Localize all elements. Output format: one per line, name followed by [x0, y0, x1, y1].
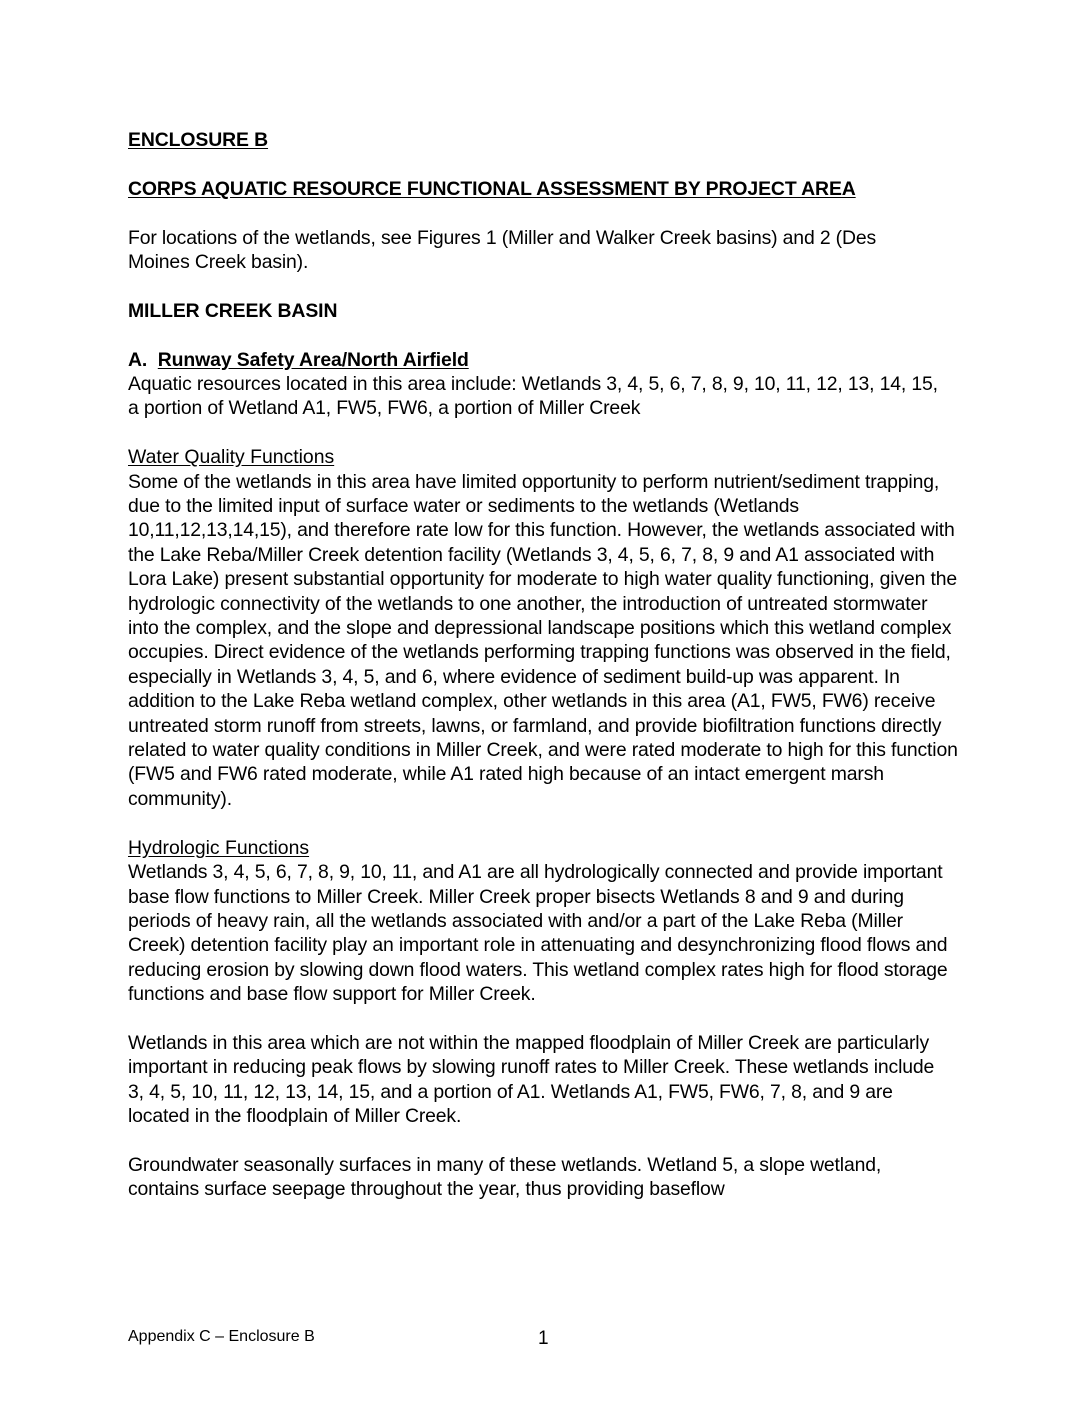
page-number: 1	[538, 1328, 549, 1349]
section-title: Runway Safety Area/North Airfield	[157, 348, 469, 371]
hydrologic-paragraph-3: Groundwater seasonally surfaces in many of these wetlands. Wetland 5, a slope wetland, contains surface seepage throughout the year, thus providing baseflow	[128, 1153, 882, 1201]
main-title: CORPS AQUATIC RESOURCE FUNCTIONAL ASSESSMENT BY PROJECT AREA	[128, 177, 856, 200]
section-a-heading	[128, 348, 968, 372]
hydrologic-heading: Hydrologic Functions	[128, 836, 310, 859]
hydrologic-paragraph-2: Wetlands in this area which are not within the mapped floodplain of Miller Creek are particularly important in reducing peak flows by slowing runoff rates to Miller Creek. These wetlands include 3, 4, 5, 10, 11, 12, 13, 14, 15, and a portion of A1. Wetlands A1, FW5, FW6, 7, 8, and 9 are located in the floodplain of Miller Creek.	[128, 1031, 935, 1128]
footer-label: Appendix C – Enclosure B	[128, 1328, 315, 1345]
basin-heading: MILLER CREEK BASIN	[128, 299, 338, 322]
page-content	[128, 128, 968, 1202]
section-letter: A.	[128, 348, 148, 371]
intro-paragraph: For locations of the wetlands, see Figures 1 (Miller and Walker Creek basins) and 2 (Des Moines Creek basin).	[128, 226, 877, 273]
water-quality-heading: Water Quality Functions	[128, 446, 335, 469]
resources-paragraph: Aquatic resources located in this area include: Wetlands 3, 4, 5, 6, 7, 8, 9, 10, 11, 12, 13, 14, 15, a portion of Wetland A1, FW5, FW6, a portion of Miller Creek	[128, 373, 938, 420]
water-quality-paragraph: Some of the wetlands in this area have limited opportunity to perform nutrient/sediment trapping, due to the limited input of surface water or sediments to the wetlands (Wetlands 10,11,12,13,14,15), and therefore rate low for this function. However, the wetlands associated with the Lake Reba/Miller Creek detention facility (Wetlands 3, 4, 5, 6, 7, 8, 9 and A1 associated with Lora Lake) present substantial opportunity for moderate to high water quality functioning, given the hydrologic connectivity of the wetlands to one another, the introduction of untreated stormwater into the complex, and the slope and depressional landscape positions which this wetland complex occupies. Direct evidence of the wetlands performing trapping functions was observed in the field, especially in Wetlands 3, 4, 5, and 6, where evidence of sediment build-up was apparent. In addition to the Lake Reba wetland complex, other wetlands in this area (A1, FW5, FW6) receive untreated storm runoff from streets, lawns, or farmland, and provide biofiltration functions directly related to water quality conditions in Miller Creek, and were rated moderate to high for this function (FW5 and FW6 rated moderate, while A1 rated high because of an intact emergent marsh community).	[128, 470, 958, 810]
hydrologic-paragraph-1: Wetlands 3, 4, 5, 6, 7, 8, 9, 10, 11, and A1 are all hydrologically connected and provide important base flow functions to Miller Creek. Miller Creek proper bisects Wetlands 8 and 9 and during periods of heavy rain, all the wetlands associated with and/or a part of the Lake Reba (Miller Creek) detention facility play an important role in attenuating and desynchronizing flood flows and reducing erosion by slowing down flood waters. This wetland complex rates high for flood storage functions and base flow support for Miller Creek.	[128, 861, 948, 1006]
enclosure-title: ENCLOSURE B	[128, 129, 269, 151]
